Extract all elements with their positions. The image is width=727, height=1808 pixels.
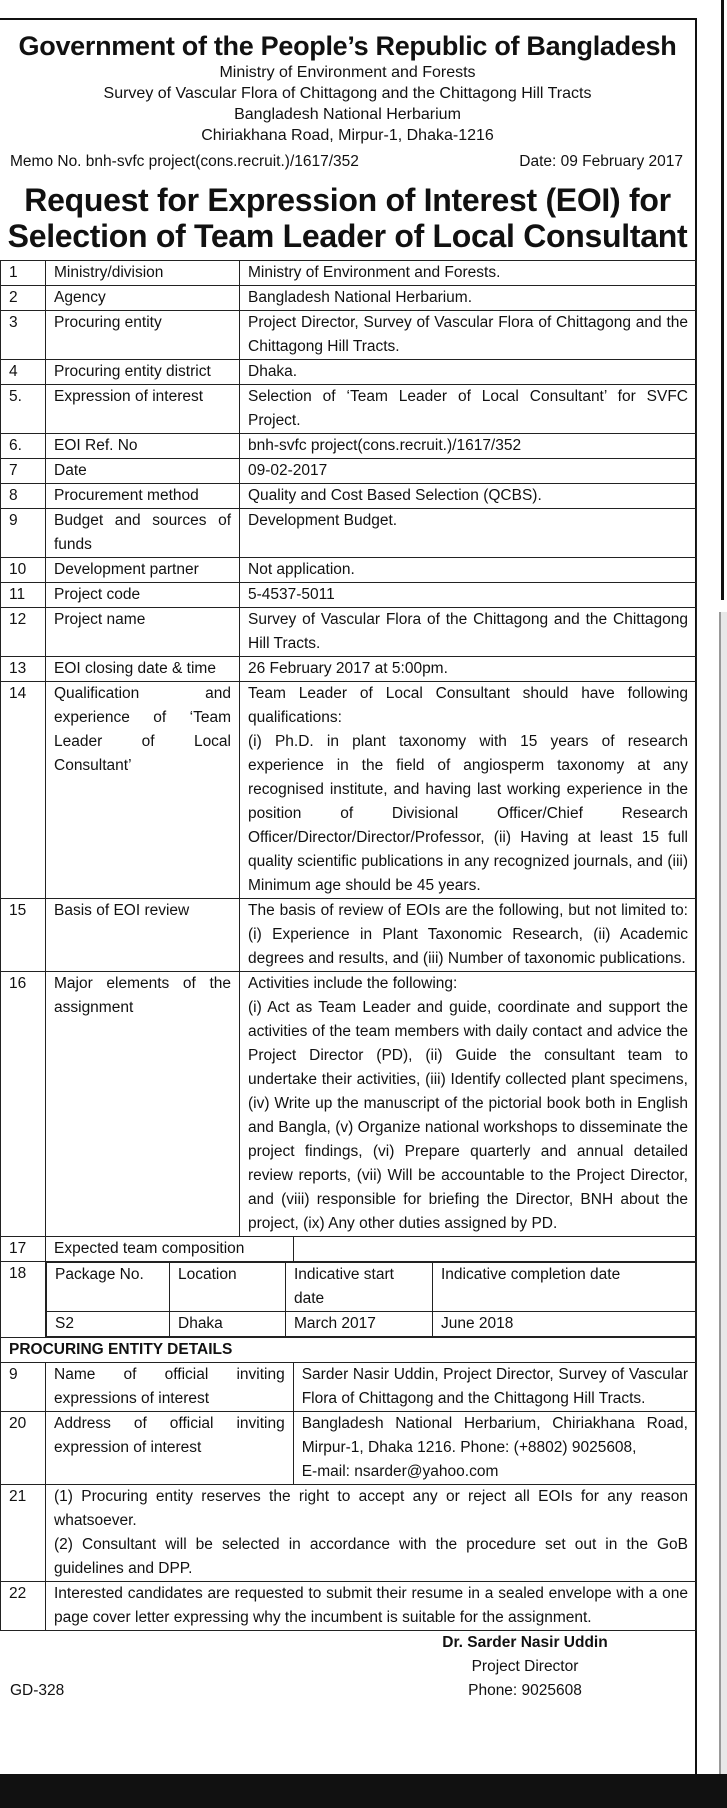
row-value-detail: (i) Ph.D. in plant taxonomy with 15 years of research experience in the field of angiosperm taxonomy at any recognised institute, and having last working experience in the position of Divisional Officer/Chief Research Officer/Director/Director/Professor, (ii) Having at least 15 full quality scientific publications in any recognized journals, and (iii) Minimum age should be 45 years. (248, 733, 688, 894)
start-date-header: Indicative start date (286, 1263, 433, 1312)
survey-line: Survey of Vascular Flora of Chittagong and the Chittagong Hill Tracts (103, 85, 592, 102)
row-value: Quality and Cost Based Selection (QCBS). (240, 484, 697, 509)
table-row (1, 385, 697, 434)
row-label: Expression of interest (46, 385, 240, 434)
eoi-title-line-2: Selection of Team Leader of Local Consultant (7, 218, 688, 254)
row-value-intro: Team Leader of Local Consultant should have following qualifications: (248, 685, 688, 726)
table-row (1, 1582, 697, 1631)
row-value (46, 1485, 697, 1582)
row-label: Project code (46, 583, 240, 608)
table-row (1, 311, 697, 360)
row-number: 4 (1, 360, 46, 385)
row-number: 9 (1, 1363, 46, 1412)
signatory-phone: Phone: 9025608 (468, 1682, 582, 1699)
table-row (1, 972, 697, 1237)
row-label: Address of official inviting expression of interest (46, 1412, 294, 1485)
eoi-table (0, 260, 697, 1631)
row-number: 16 (1, 972, 46, 1237)
table-row (1, 286, 697, 311)
row-number: 9 (1, 509, 46, 558)
row-label: Budget and sources of funds (46, 509, 240, 558)
row-value-intro: Activities include the following: (248, 975, 458, 992)
completion-date-header: Indicative completion date (433, 1263, 696, 1312)
signatory-name: Dr. Sarder Nasir Uddin (442, 1634, 608, 1651)
table-row (1, 1485, 697, 1582)
eoi-title-line-1: Request for Expression of Interest (EOI) for (24, 182, 671, 218)
row-label: Date (46, 459, 240, 484)
gd-number: GD-328 (10, 1682, 65, 1699)
row-number: 11 (1, 583, 46, 608)
email-text: E-mail: nsarder@yahoo.com (301, 1463, 499, 1480)
ministry-line: Ministry of Environment and Forests (219, 64, 476, 81)
memo-row (0, 146, 695, 172)
row-label: Procuring entity district (46, 360, 240, 385)
row-number: 7 (1, 459, 46, 484)
row-value: Bangladesh National Herbarium. (240, 286, 697, 311)
table-row (1, 509, 697, 558)
row-value: 26 February 2017 at 5:00pm. (240, 657, 697, 682)
row-label: EOI Ref. No (46, 434, 240, 459)
package-value: S2 (47, 1312, 170, 1337)
row-number: 3 (1, 311, 46, 360)
row-label: Development partner (46, 558, 240, 583)
signature-footer-row (0, 1679, 695, 1703)
herbarium-line: Bangladesh National Herbarium (234, 106, 461, 123)
row-value-detail: (i) Act as Team Leader and guide, coordinate and support the activities of the team members with daily contact and advice the Project Director (PD), (ii) Guide the consultant team to undertake their activities, (iii) Identify collected plant specimens, (iv) Write up the manuscript of the pictorial book both in English and Bangla, (v) Organize national workshops to disseminate the project findings, (vi) Prepare quarterly and annual detailed review reports, (vii) Will be accountable to the Project Director, and (viii) responsible for briefing the Director, BNH about the project, (ix) Any other duties assigned by PD. (248, 999, 688, 1232)
table-row (1, 1363, 697, 1412)
table-row (1, 657, 697, 682)
procuring-entity-heading: PROCURING ENTITY DETAILS (1, 1338, 697, 1363)
table-row (1, 899, 697, 972)
row-value: 5-4537-5011 (240, 583, 697, 608)
row-value: Survey of Vascular Flora of the Chittagong and the Chittagong Hill Tracts. (240, 608, 697, 657)
location-header: Location (170, 1263, 286, 1312)
row-value: Dhaka. (240, 360, 697, 385)
table-row (1, 261, 697, 286)
row-value (293, 1412, 696, 1485)
row-label: Name of official inviting expressions of interest (46, 1363, 294, 1412)
row-number: 20 (1, 1412, 46, 1485)
clause-1: (1) Procuring entity reserves the right to accept any or reject all EOIs for any reason whatsoever. (54, 1488, 688, 1529)
table-row (1, 1412, 697, 1485)
row-value (240, 682, 697, 899)
row-number: 6. (1, 434, 46, 459)
row-number: 5. (1, 385, 46, 434)
memo-number: Memo No. bnh-svfc project(cons.recruit.)/1617/352 (10, 153, 359, 170)
row-number: 2 (1, 286, 46, 311)
table-row (1, 583, 697, 608)
row-value-empty (293, 1237, 696, 1262)
team-composition-cell (46, 1262, 697, 1338)
row-label: Major elements of the assignment (46, 972, 240, 1237)
row-number: 14 (1, 682, 46, 899)
row-label: Procuring entity (46, 311, 240, 360)
row-label: Qualification and experience of ‘Team Leader of Local Consultant’ (46, 682, 240, 899)
table-row (1, 360, 697, 385)
table-row (1, 434, 697, 459)
address-text: Bangladesh National Herbarium, Chiriakhana Road, Mirpur-1, Dhaka 1216. Phone: (+8802) 9025608, (301, 1415, 688, 1456)
row-label: Project name (46, 608, 240, 657)
row-value: The basis of review of EOIs are the following, but not limited to: (i) Experience in Plant Taxonomic Research, (ii) Academic degrees and results, and (iii) Number of taxonomic publications. (240, 899, 697, 972)
table-row (1, 558, 697, 583)
section-heading-row (1, 1338, 697, 1363)
address-line: Chiriakhana Road, Mirpur-1, Dhaka-1216 (201, 127, 494, 144)
row-value: Sarder Nasir Uddin, Project Director, Survey of Vascular Flora of Chittagong and the Chittagong Hill Tracts. (293, 1363, 696, 1412)
row-number: 18 (1, 1262, 46, 1338)
table-row (1, 682, 697, 899)
row-number: 15 (1, 899, 46, 972)
row-number: 17 (1, 1237, 46, 1262)
table-row (1, 459, 697, 484)
table-row (1, 608, 697, 657)
row-number: 21 (1, 1485, 46, 1582)
start-date-value: March 2017 (286, 1312, 433, 1337)
row-value: Project Director, Survey of Vascular Flora of Chittagong and the Chittagong Hill Tracts. (240, 311, 697, 360)
notice-page (0, 18, 697, 1774)
signatory (425, 1631, 625, 1679)
clause-2: (2) Consultant will be selected in accordance with the procedure set out in the GoB guidelines and DPP. (54, 1536, 688, 1577)
row-value (240, 972, 697, 1237)
row-label: Ministry/division (46, 261, 240, 286)
page-edge-line (721, 0, 724, 600)
row-value: Not application. (240, 558, 697, 583)
row-number: 8 (1, 484, 46, 509)
table-row (1, 1237, 697, 1262)
row-value: bnh-svfc project(cons.recruit.)/1617/352 (240, 434, 697, 459)
page-edge-strip (719, 612, 727, 1808)
row-label: Expected team composition (46, 1237, 294, 1262)
signature-row (0, 1631, 695, 1679)
government-title: Government of the People’s Republic of Bangladesh (18, 31, 677, 61)
signatory-designation: Project Director (471, 1658, 579, 1675)
row-value: Ministry of Environment and Forests. (240, 261, 697, 286)
row-number: 13 (1, 657, 46, 682)
row-value: 09-02-2017 (240, 459, 697, 484)
row-value: Selection of ‘Team Leader of Local Consultant’ for SVFC Project. (240, 385, 697, 434)
notice-header (0, 30, 695, 146)
team-composition-table (46, 1262, 696, 1337)
bottom-border-bar (0, 1774, 727, 1808)
eoi-title (0, 182, 695, 254)
signature-block (0, 1631, 695, 1703)
row-number: 22 (1, 1582, 46, 1631)
row-number: 12 (1, 608, 46, 657)
row-number: 10 (1, 558, 46, 583)
package-header: Package No. (47, 1263, 170, 1312)
row-value: Development Budget. (240, 509, 697, 558)
memo-date: Date: 09 February 2017 (519, 153, 683, 170)
row-label: Procurement method (46, 484, 240, 509)
row-label: EOI closing date & time (46, 657, 240, 682)
team-composition-row (1, 1262, 697, 1338)
row-label: Basis of EOI review (46, 899, 240, 972)
row-value: Interested candidates are requested to submit their resume in a sealed envelope with a one page cover letter expressing why the incumbent is suitable for the assignment. (46, 1582, 697, 1631)
row-label: Agency (46, 286, 240, 311)
location-value: Dhaka (170, 1312, 286, 1337)
completion-date-value: June 2018 (433, 1312, 696, 1337)
table-row (1, 484, 697, 509)
row-number: 1 (1, 261, 46, 286)
